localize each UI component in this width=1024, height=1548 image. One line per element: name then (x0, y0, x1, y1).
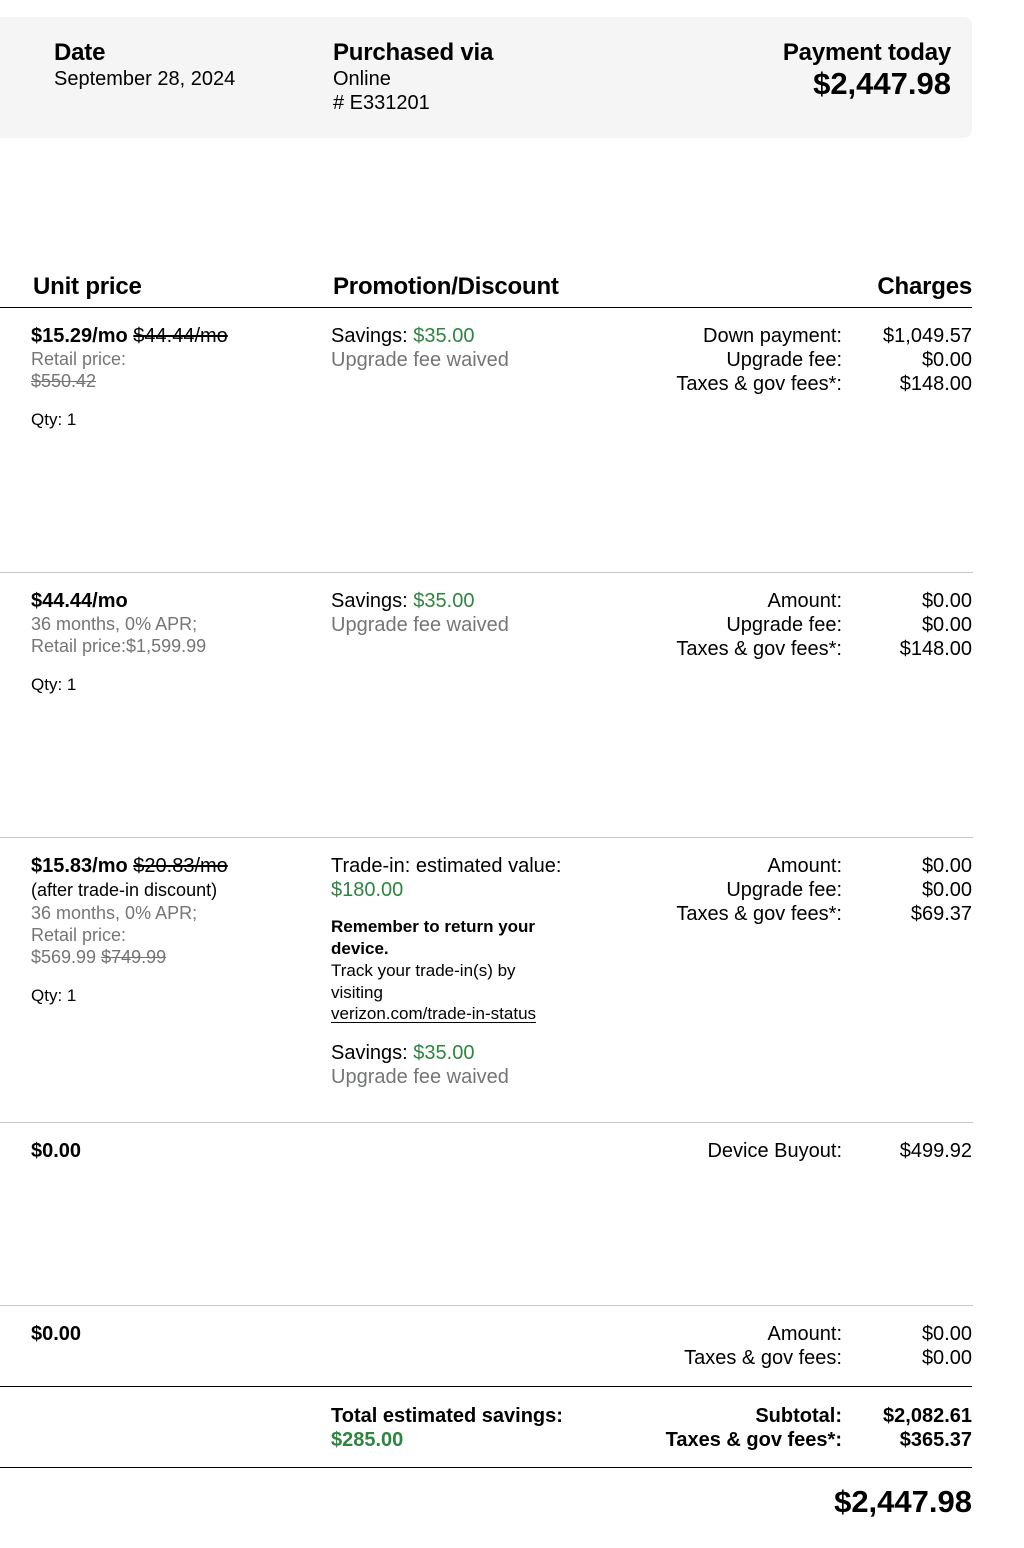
charges-cell (572, 324, 972, 396)
trade-in-label: Trade-in: estimated value: (331, 855, 562, 877)
charge-label: Device Buyout: (707, 1140, 842, 1162)
column-header-promotion: Promotion/Discount (333, 273, 559, 300)
charge-label: Upgrade fee: (726, 879, 842, 901)
subtotal-block (552, 1404, 972, 1452)
purchased-via-block (333, 39, 493, 115)
retail-price-value: $569.99 (31, 947, 97, 967)
trade-in-value: $180.00 (331, 879, 404, 901)
totals-section (0, 1404, 972, 1464)
date-block (54, 39, 235, 91)
payment-today-block (783, 39, 951, 101)
financing-terms: 36 months, 0% APR; (31, 903, 198, 923)
unit-price-cell (31, 1322, 311, 1346)
charge-value: $0.00 (921, 1347, 972, 1369)
charge-label: Upgrade fee: (726, 614, 842, 636)
upgrade-fee-waived: Upgrade fee waived (331, 1066, 509, 1088)
charge-value: $0.00 (921, 1323, 972, 1345)
date-label: Date (54, 39, 106, 66)
retail-price-label: Retail price: (31, 925, 127, 945)
retail-price (31, 635, 311, 657)
date-value: September 28, 2024 (54, 68, 236, 90)
charge-value: $0.00 (921, 349, 972, 371)
savings-value: $35.00 (413, 325, 475, 347)
total-taxes-value: $365.37 (899, 1429, 972, 1451)
unit-price: $0.00 (31, 1140, 82, 1162)
charge-line (572, 613, 972, 637)
charge-value: $0.00 (921, 879, 972, 901)
charge-label: Taxes & gov fees*: (676, 638, 842, 660)
charge-line (572, 1346, 972, 1370)
charge-value: $69.37 (910, 903, 972, 925)
charge-line (572, 902, 972, 926)
order-summary-header (0, 17, 972, 138)
trade-in-status-link[interactable]: verizon.com/trade-in-status (331, 1004, 537, 1023)
upgrade-fee-waived: Upgrade fee waived (331, 614, 509, 636)
savings-value: $35.00 (413, 590, 475, 612)
after-trade-in-note: (after trade-in discount) (31, 880, 218, 900)
charges-cell (572, 1139, 972, 1163)
upgrade-fee-waived: Upgrade fee waived (331, 349, 509, 371)
charge-label: Taxes & gov fees: (684, 1347, 842, 1369)
column-header-charges: Charges (877, 273, 972, 300)
quantity: Qty: 1 (31, 986, 77, 1005)
charge-line (572, 589, 972, 613)
charge-label: Amount: (767, 1323, 842, 1345)
charge-line (572, 324, 972, 348)
return-device-reminder: Remember to return your device. (331, 917, 536, 958)
monthly-price: $44.44/mo (31, 590, 128, 612)
charge-value: $148.00 (899, 638, 972, 660)
charge-line (572, 372, 972, 396)
unit-price (31, 324, 311, 348)
charge-value: $148.00 (899, 373, 972, 395)
header-divider (0, 307, 972, 308)
savings-label: Savings: (331, 590, 408, 612)
charge-line (572, 637, 972, 661)
financing-terms: 36 months, 0% APR; (31, 614, 198, 634)
charges-cell (572, 589, 972, 661)
subtotal-label: Subtotal: (755, 1405, 842, 1427)
charge-line (572, 878, 972, 902)
charges-cell (572, 1322, 972, 1370)
savings-value: $35.00 (413, 1042, 475, 1064)
charge-line (572, 348, 972, 372)
charge-value: $499.92 (899, 1140, 972, 1162)
retail-price-original: $749.99 (101, 947, 167, 967)
grand-total-divider (0, 1467, 972, 1468)
charge-value: $0.00 (921, 614, 972, 636)
subtotal-value: $2,082.61 (883, 1405, 972, 1427)
charge-label: Taxes & gov fees*: (676, 903, 842, 925)
monthly-price: $15.29/mo (31, 325, 128, 347)
original-monthly-price: $44.44/mo (133, 325, 228, 347)
unit-price-cell (31, 1139, 311, 1163)
retail-price (31, 946, 311, 968)
row-divider (0, 837, 973, 838)
grand-total: $2,447.98 (834, 1484, 972, 1519)
payment-today-value: $2,447.98 (813, 66, 951, 101)
row-divider (0, 1305, 973, 1306)
retail-price-value: $1,599.99 (126, 636, 207, 656)
quantity: Qty: 1 (31, 410, 77, 429)
charge-value: $1,049.57 (883, 325, 972, 347)
track-trade-in-text: Track your trade-in(s) by visiting (331, 961, 516, 1002)
total-savings-value: $285.00 (331, 1429, 404, 1451)
charges-cell (572, 854, 972, 926)
original-monthly-price: $20.83/mo (133, 855, 228, 877)
subtotal-line (552, 1404, 972, 1428)
retail-price-original: $550.42 (31, 371, 97, 391)
savings-label: Savings: (331, 325, 408, 347)
unit-price (31, 854, 311, 878)
charge-line (572, 854, 972, 878)
charge-value: $0.00 (921, 855, 972, 877)
monthly-price: $15.83/mo (31, 855, 128, 877)
charge-line (572, 1322, 972, 1346)
charge-label: Upgrade fee: (726, 349, 842, 371)
unit-price-cell (31, 589, 311, 696)
charge-label: Down payment: (703, 325, 842, 347)
column-header-unit-price: Unit price (33, 273, 142, 300)
totals-divider (0, 1386, 972, 1387)
savings-label: Savings: (331, 1042, 408, 1064)
unit-price-cell (31, 854, 311, 1007)
retail-price-label: Retail price: (31, 349, 127, 369)
savings-line (331, 1041, 631, 1065)
row-divider (0, 572, 973, 573)
total-savings-label: Total estimated savings: (331, 1405, 563, 1427)
payment-today-label: Payment today (782, 39, 951, 66)
charge-label: Amount: (767, 855, 842, 877)
unit-price-cell (31, 324, 311, 431)
retail-price-label: Retail price: (31, 636, 127, 656)
purchased-via-label: Purchased via (333, 39, 494, 66)
total-taxes-line (552, 1428, 972, 1452)
charge-value: $0.00 (921, 590, 972, 612)
quantity: Qty: 1 (31, 675, 77, 694)
charge-label: Taxes & gov fees*: (676, 373, 842, 395)
order-number: # E331201 (333, 92, 430, 114)
unit-price: $0.00 (31, 1323, 82, 1345)
charge-label: Amount: (767, 590, 842, 612)
total-savings-block (331, 1404, 563, 1452)
row-divider (0, 1122, 973, 1123)
charge-line (572, 1139, 972, 1163)
purchase-channel: Online (333, 68, 391, 90)
total-taxes-label: Taxes & gov fees*: (665, 1429, 842, 1451)
